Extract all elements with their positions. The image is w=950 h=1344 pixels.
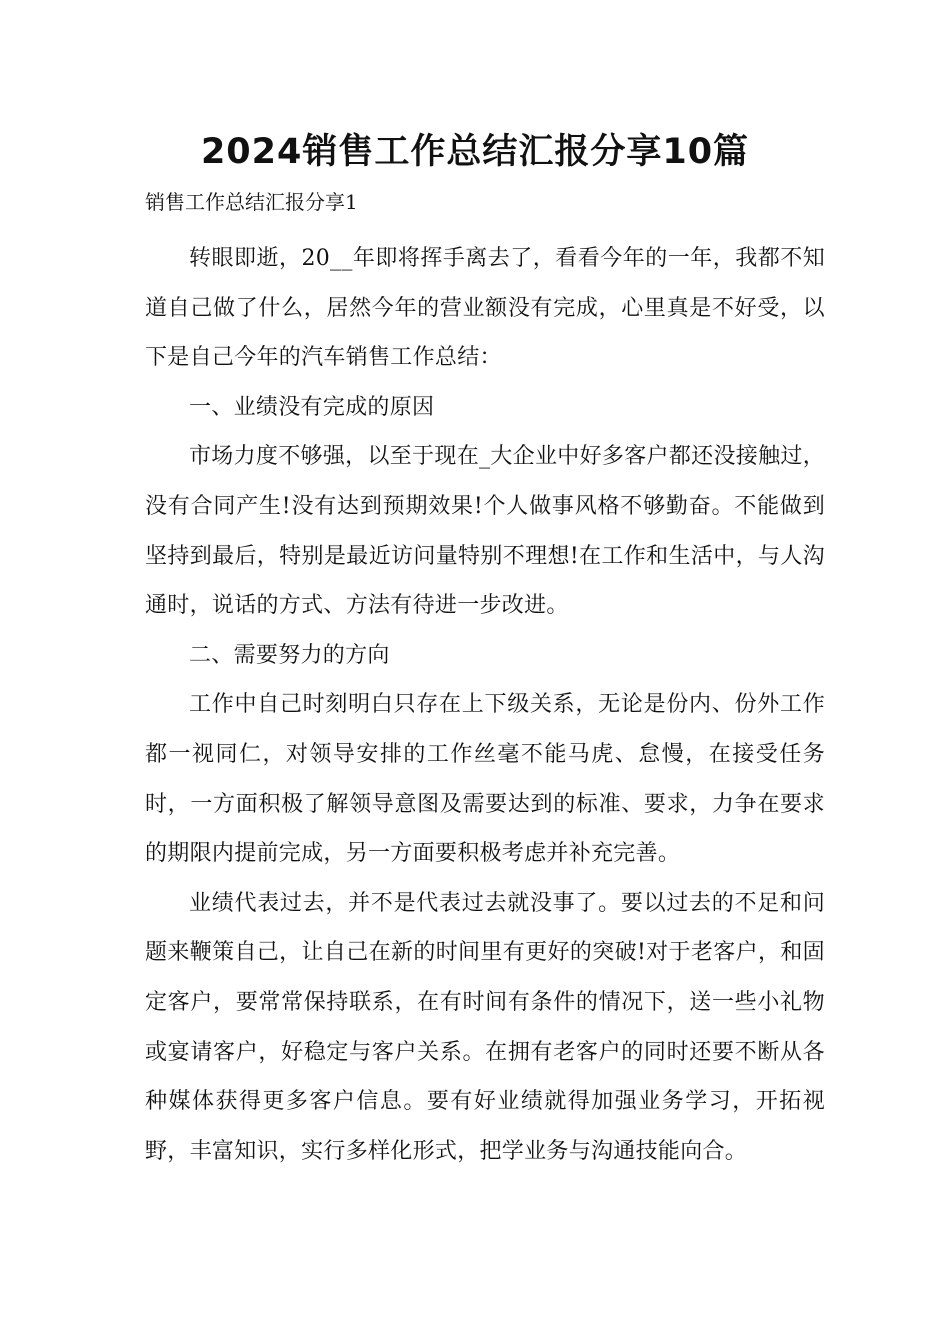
heading-reasons: 一、业绩没有完成的原因 [189,394,435,420]
paragraph-reasons: 市场力度不够强，以至于现在_大企业中好多客户都还没接触过，没有合同产生!没有达到预期效果!个人做事风格不够勤奋。不能做到坚持到最后，特别是最近访问量特别不理想!在工作和生活中，与人沟通时，说话的方式、方法有待进一步改进。 [145,444,825,619]
paragraph-direction: 工作中自己时刻明白只存在上下级关系，无论是份内、份外工作都一视同仁，对领导安排的工作丝毫不能马虎、怠慢，在接受任务时，一方面积极了解领导意图及需要达到的标准、要求，力争在要求的期限内提前完成，另一方面要积极考虑并补充完善。 [145,692,825,867]
paragraph-intro: 转眼即逝，20__年即将挥手离去了，看看今年的一年，我都不知道自己做了什么，居然今年的营业额没有完成，心里真是不好受，以下是自己今年的汽车销售工作总结： [145,246,825,371]
document-body [145,234,825,1176]
document-title: 2024销售工作总结汇报分享10篇 [200,132,750,172]
heading-direction: 二、需要努力的方向 [189,642,390,668]
paragraph-performance: 业绩代表过去，并不是代表过去就没事了。要以过去的不足和问题来鞭策自己，让自己在新的时间里有更好的突破!对于老客户，和固定客户，要常常保持联系，在有时间有条件的情况下，送一些小礼物或宴请客户，好稳定与客户关系。在拥有老客户的同时还要不断从各种媒体获得更多客户信息。要有好业绩就得加强业务学习，开拓视野，丰富知识，实行多样化形式，把学业务与沟通技能向合。 [145,890,825,1164]
section-title: 销售工作总结汇报分享1 [145,190,358,214]
